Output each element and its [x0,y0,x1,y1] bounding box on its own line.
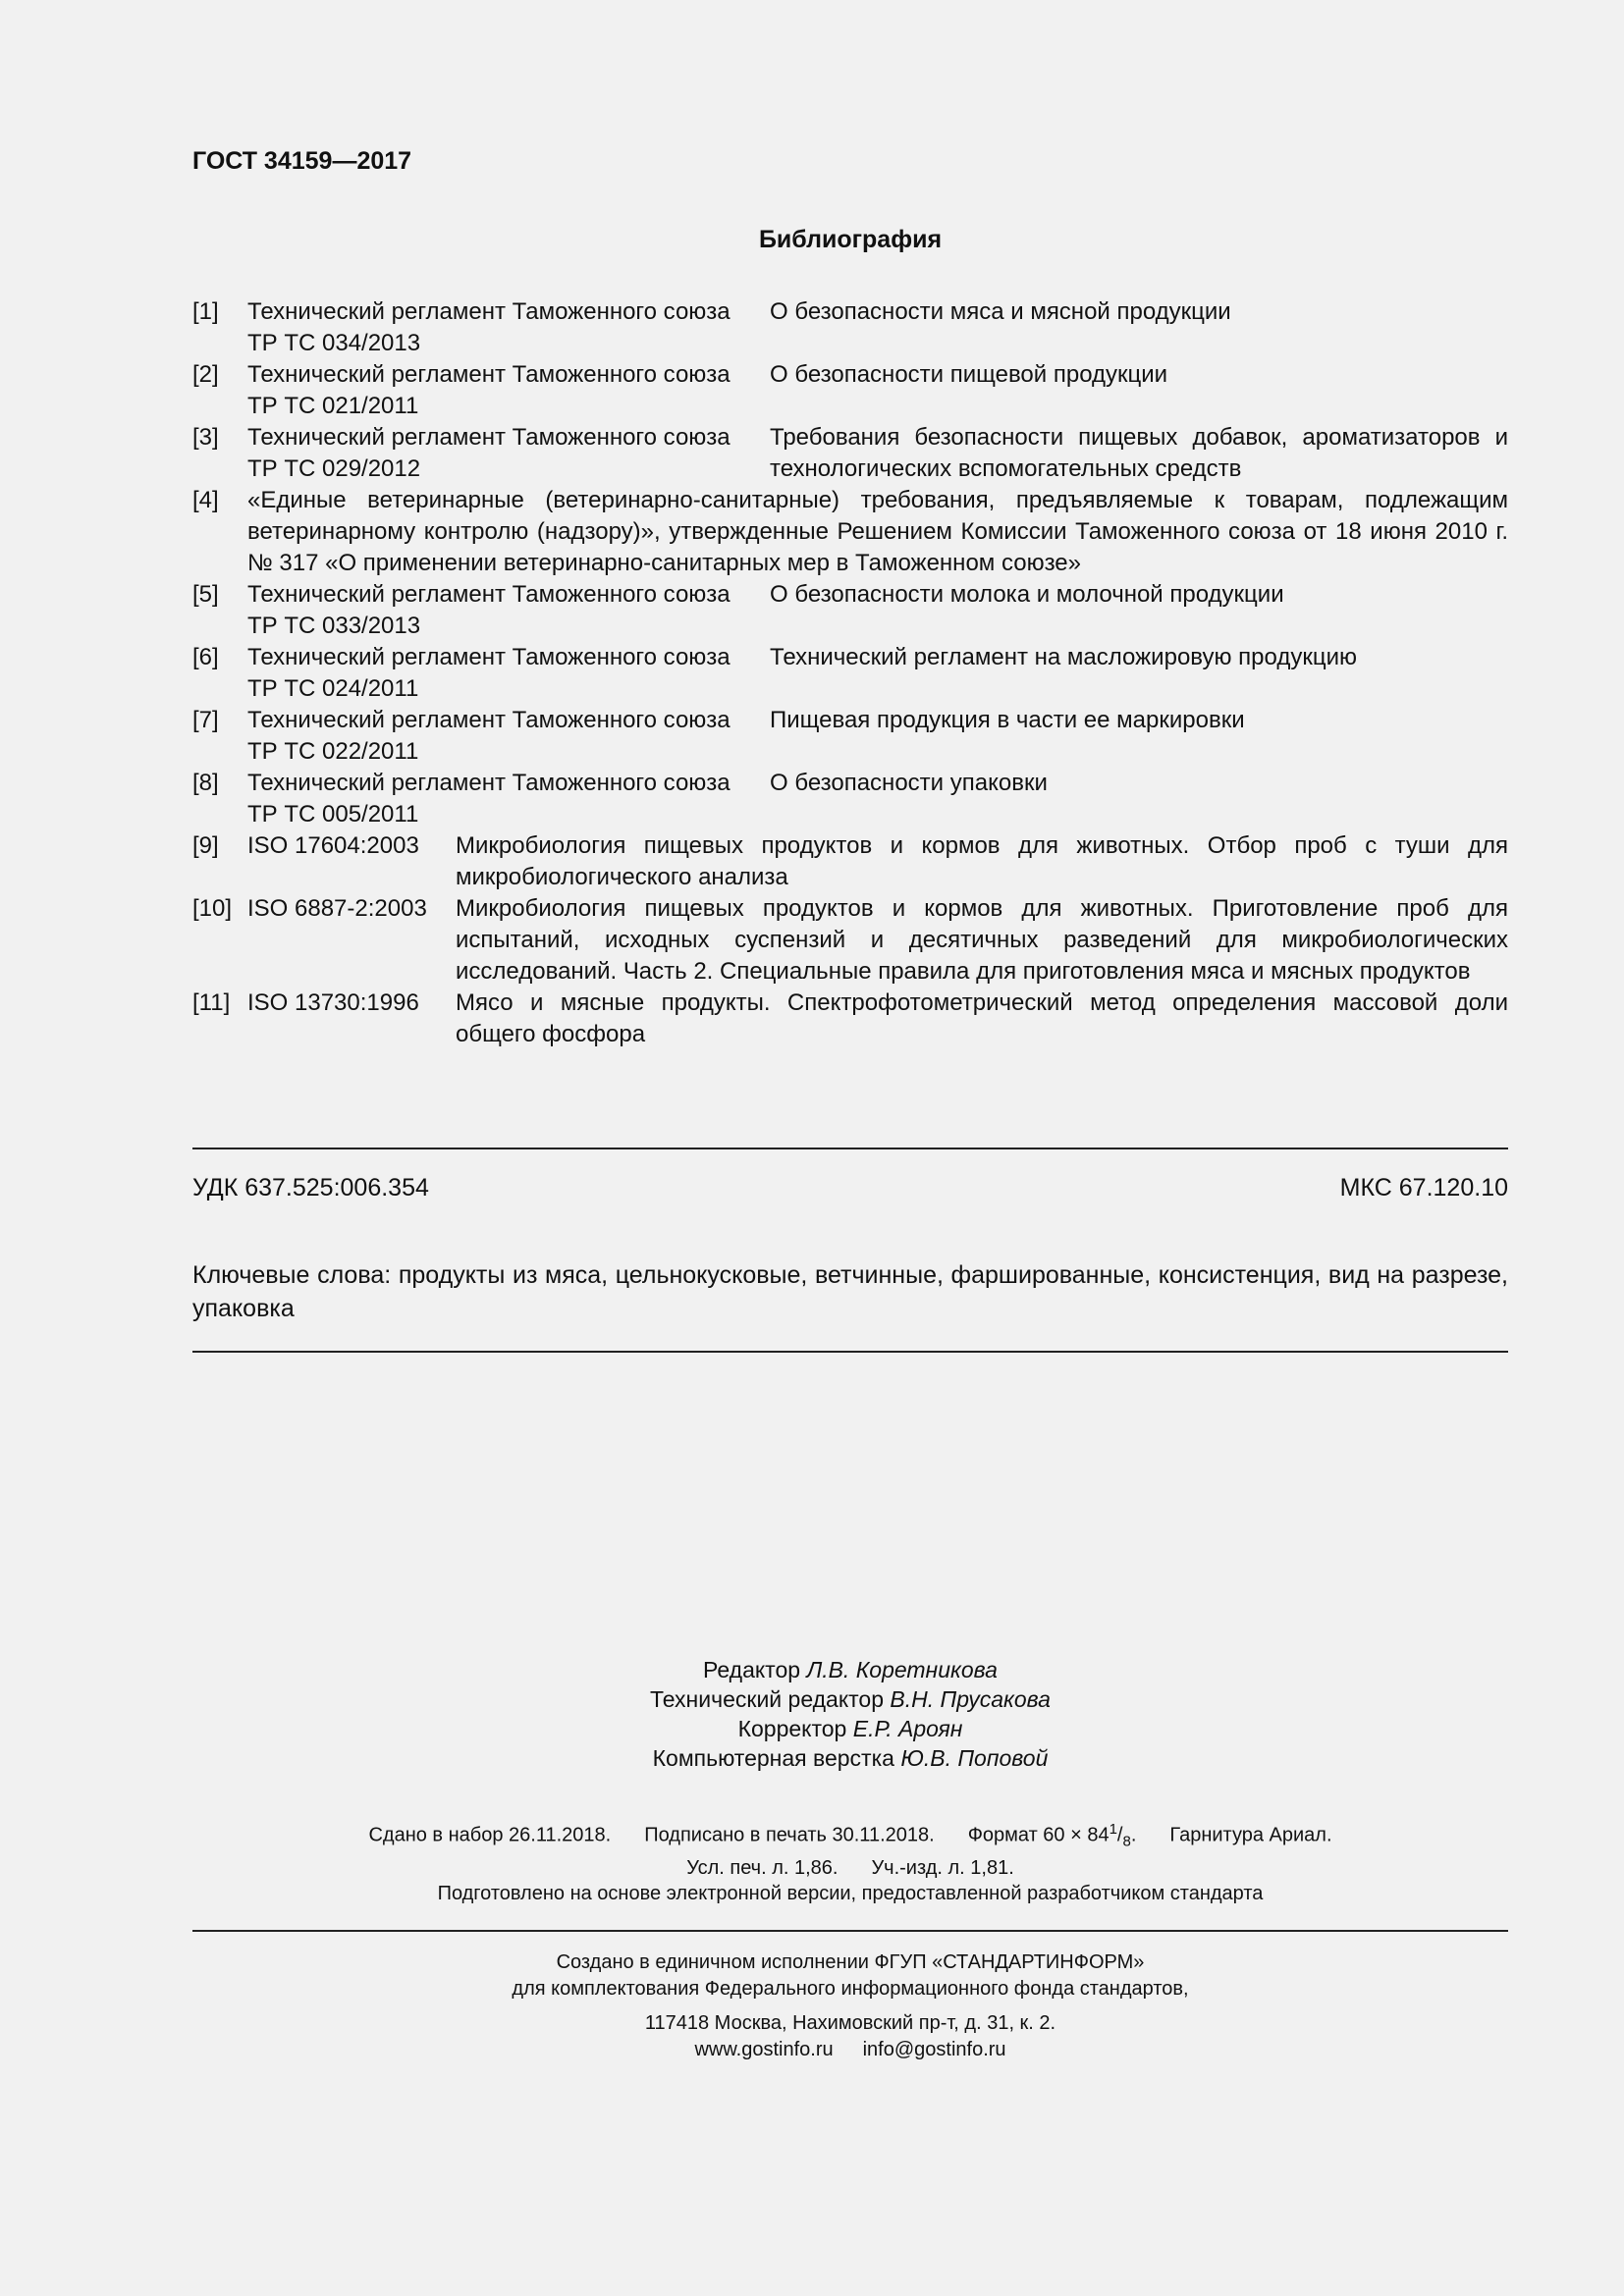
keywords: Ключевые слова: продукты из мяса, цельнокусковые, ветчинные, фаршированные, консистенция, вид на разрезе, упаковка [192,1261,1508,1322]
email-link[interactable]: info@gostinfo.ru [862,2039,1006,2060]
entry-title: Микробиология пищевых продуктов и кормов для животных. Отбор проб с туши для микробиологического анализа [456,832,1508,890]
bibliography-entry [192,296,1508,359]
entry-source: Технический регламент Таможенного союза ТР ТС 029/2012 [247,424,731,482]
entry-number: [4] [192,487,219,513]
entry-number: [9] [192,832,219,859]
bibliography-list [192,296,1508,1050]
entry-source: Технический регламент Таможенного союза ТР ТС 034/2013 [247,298,731,356]
entry-number: [11] [192,989,231,1016]
bibliography-entry [192,422,1508,485]
entry-title: Мясо и мясные продукты. Спектрофотометрический метод определения массовой доли общего фосфора [456,989,1508,1047]
credit-line: Компьютерная верстка Ю.В. Поповой [652,1745,1049,1771]
credit-name: Е.Р. Ароян [852,1716,963,1741]
entry-title: Требования безопасности пищевых добавок, ароматизаторов и технологических вспомогательных средств [770,424,1508,482]
credits-block [192,1655,1508,1773]
entry-title: О безопасности упаковки [770,770,1048,796]
entry-source: Технический регламент Таможенного союза ТР ТС 005/2011 [247,770,731,828]
entry-number: [10] [192,895,233,922]
credit-name: Ю.В. Поповой [900,1745,1049,1771]
divider [192,1351,1508,1353]
entry-number: [6] [192,644,219,670]
imprint-block [192,1816,1508,1882]
bibliography-entry [192,705,1508,768]
entry-number: [1] [192,298,219,325]
entry-source: Технический регламент Таможенного союза ТР ТС 033/2013 [247,581,731,639]
entry-iso-code: ISO 17604:2003 [247,832,419,859]
udk-code: УДК 637.525:006.354 [192,1174,429,1201]
entry-title: Пищевая продукция в части ее маркировки [770,707,1245,733]
entry-title: О безопасности мяса и мясной продукции [770,298,1231,325]
imprint-line: Сдано в набор 26.11.2018. Подписано в печать 30.11.2018. Формат $60 \times 84^1/_8$. Гарнитура Ариал. [368,1821,1332,1850]
credit-name: В.Н. Прусакова [890,1686,1051,1712]
mks-code: МКС 67.120.10 [1339,1174,1508,1201]
entry-iso-code: ISO 6887-2:2003 [247,895,427,922]
entry-title: О безопасности пищевой продукции [770,361,1168,388]
bibliography-entry [192,893,1508,988]
entry-source: Технический регламент Таможенного союза ТР ТС 021/2011 [247,361,731,419]
divider [192,1930,1508,1932]
divider [192,1148,1508,1149]
document-id: ГОСТ 34159—2017 [192,147,412,175]
entry-number: [5] [192,581,219,608]
bibliography-entry [192,359,1508,422]
publisher-contacts [192,2037,1508,2063]
entry-number: [3] [192,424,219,451]
credit-name: Л.В. Коретникова [806,1657,998,1682]
entry-source: Технический регламент Таможенного союза ТР ТС 022/2011 [247,707,731,765]
bibliography-entry [192,830,1508,893]
bibliography-entry [192,642,1508,705]
entry-number: [7] [192,707,219,733]
entry-title: О безопасности молока и молочной продукции [770,581,1284,608]
bibliography-entry [192,988,1508,1050]
credit-line: Редактор Л.В. Коретникова [703,1657,998,1682]
bibliography-entry [192,485,1508,579]
entry-title: Микробиология пищевых продуктов и кормов для животных. Приготовление проб для испытаний, исходных суспензий и десятичных разведений для микробиологических исследований. Часть 2. Специальные правила для приготовления мяса и мясных продуктов [456,895,1508,985]
publisher-address: 117418 Москва, Нахимовский пр-т, д. 31, к. 2. [644,2012,1056,2034]
credit-line: Технический редактор В.Н. Прусакова [650,1686,1051,1712]
entry-number: [8] [192,770,219,796]
entry-text: «Единые ветеринарные (ветеринарно-санитарные) требования, предъявляемые к товарам, подлежащим ветеринарному контролю (надзору)», утвержденные Решением Комиссии Таможенного союза от 18 июня 2010 г. № 317 «О применении ветеринарно-санитарных мер в Таможенном союзе» [247,487,1508,576]
publisher-block: Создано в единичном исполнении ФГУП «СТАНДАРТИНФОРМ» для комплектования Федерального информационного фонда стандартов, 117418 Москва, Нахимовский пр-т, д. 31, к. 2. www.gostinfo.ru info@gostinfo.ru [192,1949,1508,2063]
bibliography-entry [192,768,1508,830]
entry-number: [2] [192,361,219,388]
website-link[interactable]: www.gostinfo.ru [694,2039,834,2060]
prepared-note: Подготовлено на основе электронной версии, предоставленной разработчиком стандарта [437,1883,1264,1904]
bibliography-entry [192,579,1508,642]
imprint-line: Усл. печ. л. 1,86. Уч.-изд. л. 1,81. [686,1856,1014,1879]
bibliography-title: Библиография [758,226,943,253]
entry-source: Технический регламент Таможенного союза ТР ТС 024/2011 [247,644,731,702]
credit-line: Корректор Е.Р. Ароян [737,1716,963,1741]
entry-title: Технический регламент на масложировую продукцию [770,644,1357,670]
entry-iso-code: ISO 13730:1996 [247,989,419,1016]
